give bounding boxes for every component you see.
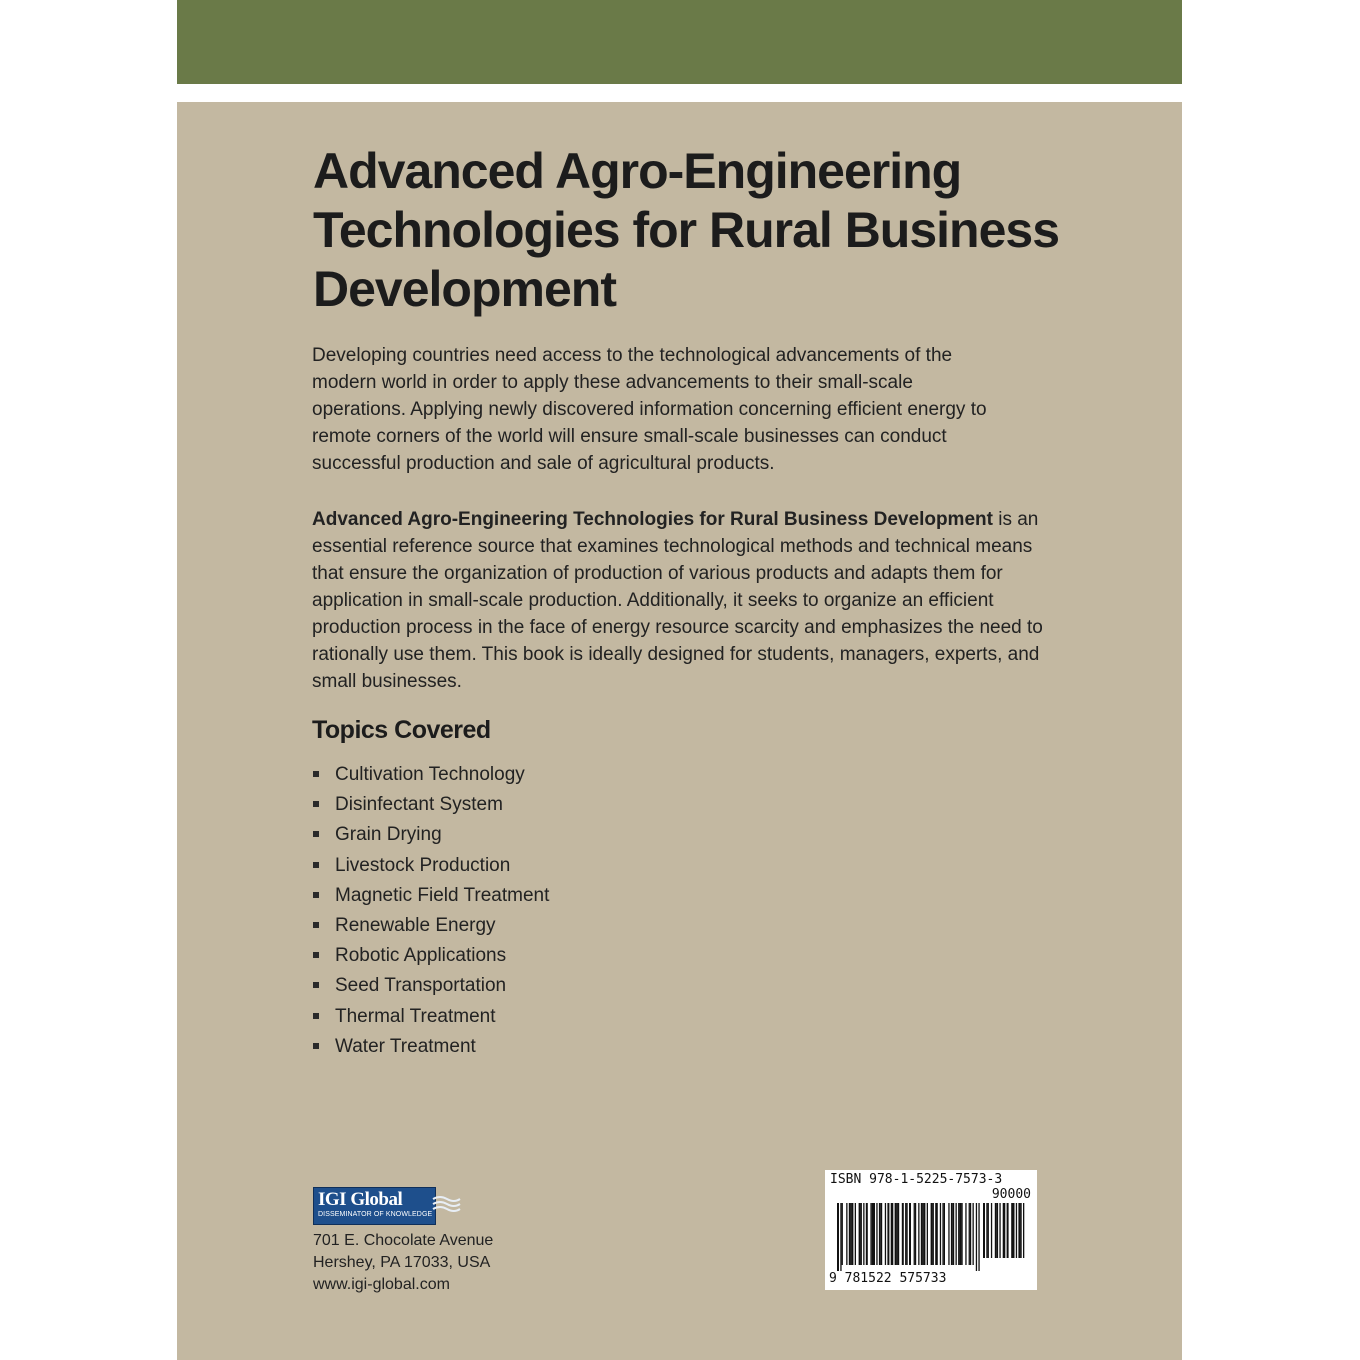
bullet-icon xyxy=(313,862,319,868)
top-color-band xyxy=(177,0,1182,84)
barcode-bar xyxy=(895,1203,897,1265)
topic-label: Thermal Treatment xyxy=(335,1005,496,1027)
topic-item xyxy=(312,971,549,1001)
topics-list xyxy=(312,760,549,1062)
addon-bar xyxy=(1023,1203,1024,1258)
barcode-bar xyxy=(914,1203,915,1265)
topic-item xyxy=(312,911,549,941)
barcode-bar xyxy=(935,1203,936,1265)
topic-item xyxy=(312,820,549,850)
bullet-icon xyxy=(313,892,319,898)
addon-bar xyxy=(999,1203,1000,1258)
barcode-bar xyxy=(958,1203,959,1265)
barcode-bar xyxy=(948,1203,949,1265)
description-paragraph-2 xyxy=(312,506,1052,695)
bullet-icon xyxy=(313,771,319,777)
bullet-icon xyxy=(313,801,319,807)
barcode-bar xyxy=(973,1203,974,1265)
barcode-bar xyxy=(851,1203,853,1265)
topic-item xyxy=(312,941,549,971)
bullet-icon xyxy=(313,922,319,928)
topic-label: Renewable Energy xyxy=(335,914,496,936)
barcode-bar xyxy=(922,1203,923,1265)
barcode-bar xyxy=(885,1203,886,1265)
barcode-bar xyxy=(872,1203,873,1265)
addon-bar xyxy=(1011,1203,1012,1258)
barcode-bars xyxy=(837,1203,1033,1271)
bullet-icon xyxy=(313,982,319,988)
publisher-logo xyxy=(313,1187,463,1225)
addon-bar xyxy=(988,1203,989,1258)
addon-bar xyxy=(1013,1203,1015,1258)
barcode-bar xyxy=(850,1203,851,1265)
addon-bar xyxy=(983,1203,985,1258)
barcode-bar xyxy=(927,1203,928,1265)
topic-label: Grain Drying xyxy=(335,824,442,846)
barcode-bar xyxy=(970,1203,971,1265)
addon-bar xyxy=(1020,1203,1021,1258)
barcode-bar xyxy=(952,1203,954,1265)
topic-item xyxy=(312,1032,549,1062)
barcode-bar xyxy=(870,1203,871,1265)
topic-label: Disinfectant System xyxy=(335,794,503,816)
barcode-bar xyxy=(876,1203,877,1265)
barcode-bar xyxy=(942,1203,943,1265)
logo-name: IGI Global xyxy=(318,1189,403,1210)
topic-item xyxy=(312,760,549,790)
barcode-bar xyxy=(849,1203,850,1265)
barcode-bar xyxy=(961,1203,962,1265)
barcode-bar xyxy=(915,1203,916,1265)
barcode-bar xyxy=(976,1203,977,1271)
barcode-bar xyxy=(933,1203,934,1265)
addon-bar xyxy=(1018,1203,1020,1258)
bullet-icon xyxy=(313,831,319,837)
book-back-cover xyxy=(177,102,1182,1360)
topic-item xyxy=(312,851,549,881)
description-paragraph-1: Developing countries need access to the technological advancements of the modern world in order to apply these advancements to their small-scale operations. Applying newly discovered information concerning efficient energy to remote corners of the world will ensure small-scale businesses can conduct successful production and sale of agricultural products. xyxy=(312,345,987,474)
barcode-bar xyxy=(855,1203,856,1265)
barcode-bar xyxy=(866,1203,868,1265)
topic-item xyxy=(312,790,549,820)
topic-label: Magnetic Field Treatment xyxy=(335,884,550,906)
isbn-barcode xyxy=(825,1170,1037,1290)
barcode-bar xyxy=(880,1203,882,1265)
barcode-bar xyxy=(931,1203,933,1265)
barcode-bar xyxy=(840,1203,841,1271)
barcode-bar xyxy=(918,1203,919,1265)
barcode-bar xyxy=(944,1203,945,1265)
barcode-bar xyxy=(965,1203,966,1265)
topics-heading: Topics Covered xyxy=(312,716,491,744)
barcode-bar xyxy=(937,1203,938,1265)
isbn-label: ISBN 978-1-5225-7573-3 xyxy=(830,1172,1003,1187)
topic-label: Seed Transportation xyxy=(335,975,507,997)
barcode-bar xyxy=(837,1203,839,1271)
topic-item xyxy=(312,1002,549,1032)
logo-tagline: DISSEMINATOR OF KNOWLEDGE xyxy=(318,1211,433,1218)
barcode-bar xyxy=(902,1203,904,1265)
barcode-bar xyxy=(951,1203,952,1265)
barcode-bar xyxy=(863,1203,864,1265)
barcode-bar xyxy=(909,1203,911,1265)
barcode-bar xyxy=(873,1203,875,1265)
barcode-bar xyxy=(905,1203,906,1265)
barcode-bar xyxy=(842,1203,843,1265)
barcode-bar xyxy=(956,1203,957,1265)
barcode-bar xyxy=(891,1203,892,1265)
barcode-bar xyxy=(892,1203,893,1265)
logo-badge xyxy=(313,1187,436,1225)
topic-item xyxy=(312,881,549,911)
bullet-icon xyxy=(313,952,319,958)
barcode-bar xyxy=(859,1203,861,1265)
barcode-bar xyxy=(861,1203,862,1265)
bullet-icon xyxy=(313,1013,319,1019)
description-paragraph-2-text: is an essential reference source that examines technological methods and technical means that ensure the organization of production of various products and adapts them for application in small-scale production. Additionally, it seeks to organize an efficient production process in the face of energy resource scarcity and emphasizes the need to rationally use them. This book is ideally designed for students, managers, experts, and small businesses. xyxy=(312,509,1043,692)
topic-label: Cultivation Technology xyxy=(335,764,525,785)
barcode-bar xyxy=(978,1203,979,1271)
barcode-bar xyxy=(887,1203,889,1265)
bullet-icon xyxy=(313,1043,319,1049)
addon-bar xyxy=(986,1203,987,1258)
addon-bar xyxy=(995,1203,997,1258)
addon-bar xyxy=(997,1203,998,1258)
book-title-inline: Advanced Agro-Engineering Technologies for Rural Business Development xyxy=(312,509,993,530)
logo-waves-icon xyxy=(431,1193,461,1219)
address-line-1: 701 E. Chocolate Avenue xyxy=(313,1232,494,1249)
addon-bar xyxy=(1004,1203,1005,1258)
publisher-website: www.igi-global.com xyxy=(313,1276,450,1293)
topic-label: Robotic Applications xyxy=(335,945,507,967)
barcode-bar xyxy=(940,1203,941,1265)
barcode-bar xyxy=(906,1203,907,1265)
barcode-bar xyxy=(897,1203,898,1265)
addon-bar xyxy=(1007,1203,1009,1258)
barcode-bar xyxy=(921,1203,922,1265)
addon-bar xyxy=(1016,1203,1017,1258)
barcode-bar xyxy=(969,1203,970,1265)
topic-label: Water Treatment xyxy=(335,1035,476,1057)
publisher-address xyxy=(313,1230,493,1296)
address-line-2: Hershey, PA 17033, USA xyxy=(313,1254,491,1271)
barcode-bar xyxy=(959,1203,961,1265)
addon-bar xyxy=(991,1203,992,1258)
barcode-bar xyxy=(846,1203,847,1265)
barcode-bar xyxy=(923,1203,925,1265)
addon-bar xyxy=(1003,1203,1004,1258)
book-title: Advanced Agro-Engineering Technologies for Rural Business Development xyxy=(313,143,1060,317)
topic-label: Livestock Production xyxy=(335,854,511,876)
barcode-bar xyxy=(879,1203,880,1265)
price-code: 90000 xyxy=(991,1187,1031,1202)
barcode-bar xyxy=(898,1203,899,1265)
ean-digits: 9 781522 575733 xyxy=(829,1271,947,1286)
